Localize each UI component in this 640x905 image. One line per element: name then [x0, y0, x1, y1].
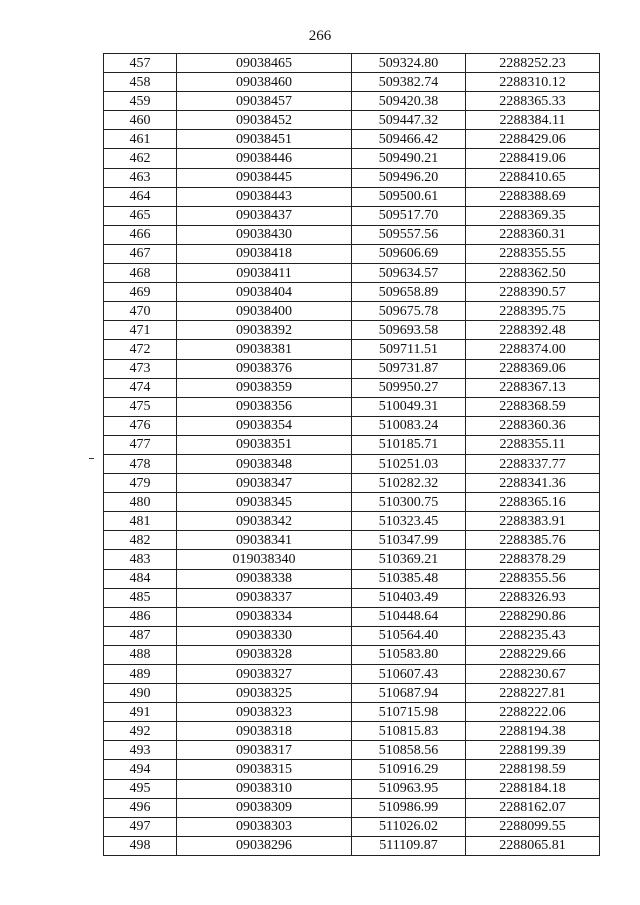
parcel-code-cell: 09038404 [177, 283, 352, 302]
table-row [104, 817, 600, 836]
x-coordinate-cell: 509693.58 [352, 321, 466, 340]
x-coordinate-cell: 509490.21 [352, 149, 466, 168]
table-row [104, 340, 600, 359]
x-coordinate-cell: 511026.02 [352, 817, 466, 836]
table-row [104, 722, 600, 741]
table-row [104, 798, 600, 817]
y-coordinate-cell: 2288355.11 [466, 435, 600, 454]
y-coordinate-cell: 2288374.00 [466, 340, 600, 359]
table-row [104, 665, 600, 684]
table-row [104, 54, 600, 73]
y-coordinate-cell: 2288198.59 [466, 760, 600, 779]
row-number-cell: 496 [104, 798, 177, 817]
table-row [104, 168, 600, 187]
x-coordinate-cell: 510583.80 [352, 645, 466, 664]
x-coordinate-cell: 510369.21 [352, 550, 466, 569]
x-coordinate-cell: 510963.95 [352, 779, 466, 798]
row-number-cell: 466 [104, 225, 177, 244]
x-coordinate-cell: 509500.61 [352, 187, 466, 206]
row-number-cell: 465 [104, 206, 177, 225]
table-row [104, 531, 600, 550]
y-coordinate-cell: 2288365.16 [466, 493, 600, 512]
y-coordinate-cell: 2288290.86 [466, 607, 600, 626]
table-row [104, 626, 600, 645]
parcel-code-cell: 09038341 [177, 531, 352, 550]
parcel-code-cell: 09038381 [177, 340, 352, 359]
row-number-cell: 480 [104, 493, 177, 512]
table-row [104, 283, 600, 302]
table-row [104, 378, 600, 397]
table-row [104, 111, 600, 130]
y-coordinate-cell: 2288369.35 [466, 206, 600, 225]
parcel-code-cell: 09038392 [177, 321, 352, 340]
y-coordinate-cell: 2288337.77 [466, 454, 600, 473]
y-coordinate-cell: 2288410.65 [466, 168, 600, 187]
row-number-cell: 488 [104, 645, 177, 664]
parcel-code-cell: 09038451 [177, 130, 352, 149]
parcel-code-cell: 09038443 [177, 187, 352, 206]
x-coordinate-cell: 509382.74 [352, 73, 466, 92]
x-coordinate-cell: 510282.32 [352, 474, 466, 493]
table-row [104, 359, 600, 378]
x-coordinate-cell: 510347.99 [352, 531, 466, 550]
row-number-cell: 486 [104, 607, 177, 626]
parcel-code-cell: 09038317 [177, 741, 352, 760]
row-number-cell: 484 [104, 569, 177, 588]
row-number-cell: 483 [104, 550, 177, 569]
x-coordinate-cell: 510049.31 [352, 397, 466, 416]
parcel-code-cell: 09038334 [177, 607, 352, 626]
y-coordinate-cell: 2288184.18 [466, 779, 600, 798]
y-coordinate-cell: 2288355.55 [466, 244, 600, 263]
parcel-code-cell: 09038325 [177, 684, 352, 703]
parcel-code-cell: 09038327 [177, 665, 352, 684]
y-coordinate-cell: 2288384.11 [466, 111, 600, 130]
parcel-code-cell: 09038460 [177, 73, 352, 92]
row-number-cell: 474 [104, 378, 177, 397]
parcel-code-cell: 019038340 [177, 550, 352, 569]
x-coordinate-cell: 509675.78 [352, 302, 466, 321]
parcel-code-cell: 09038356 [177, 397, 352, 416]
row-number-cell: 478 [104, 454, 177, 473]
table-row [104, 397, 600, 416]
table-row [104, 454, 600, 473]
row-number-cell: 491 [104, 703, 177, 722]
row-number-cell: 479 [104, 474, 177, 493]
y-coordinate-cell: 2288229.66 [466, 645, 600, 664]
parcel-code-cell: 09038347 [177, 474, 352, 493]
x-coordinate-cell: 509447.32 [352, 111, 466, 130]
parcel-code-cell: 09038445 [177, 168, 352, 187]
y-coordinate-cell: 2288360.31 [466, 225, 600, 244]
table-row [104, 569, 600, 588]
parcel-code-cell: 09038342 [177, 512, 352, 531]
row-number-cell: 476 [104, 416, 177, 435]
x-coordinate-cell: 509517.70 [352, 206, 466, 225]
x-coordinate-cell: 509420.38 [352, 92, 466, 111]
y-coordinate-cell: 2288362.50 [466, 264, 600, 283]
parcel-code-cell: 09038457 [177, 92, 352, 111]
row-number-cell: 470 [104, 302, 177, 321]
parcel-code-cell: 09038351 [177, 435, 352, 454]
x-coordinate-cell: 510858.56 [352, 741, 466, 760]
x-coordinate-cell: 509711.51 [352, 340, 466, 359]
row-number-cell: 463 [104, 168, 177, 187]
y-coordinate-cell: 2288419.06 [466, 149, 600, 168]
row-number-cell: 477 [104, 435, 177, 454]
row-number-cell: 485 [104, 588, 177, 607]
coordinates-table [103, 53, 600, 856]
x-coordinate-cell: 509658.89 [352, 283, 466, 302]
table-row [104, 779, 600, 798]
table-row [104, 512, 600, 531]
x-coordinate-cell: 509634.57 [352, 264, 466, 283]
table-row [104, 836, 600, 855]
parcel-code-cell: 09038337 [177, 588, 352, 607]
row-number-cell: 495 [104, 779, 177, 798]
y-coordinate-cell: 2288355.56 [466, 569, 600, 588]
row-number-cell: 459 [104, 92, 177, 111]
table-body [104, 54, 600, 856]
y-coordinate-cell: 2288392.48 [466, 321, 600, 340]
table-row [104, 206, 600, 225]
row-number-cell: 494 [104, 760, 177, 779]
y-coordinate-cell: 2288429.06 [466, 130, 600, 149]
table-row [104, 244, 600, 263]
x-coordinate-cell: 510385.48 [352, 569, 466, 588]
x-coordinate-cell: 510403.49 [352, 588, 466, 607]
row-number-cell: 490 [104, 684, 177, 703]
table-row [104, 264, 600, 283]
x-coordinate-cell: 509731.87 [352, 359, 466, 378]
y-coordinate-cell: 2288227.81 [466, 684, 600, 703]
table-row [104, 741, 600, 760]
table-row [104, 149, 600, 168]
table-row [104, 550, 600, 569]
table-row [104, 187, 600, 206]
x-coordinate-cell: 510564.40 [352, 626, 466, 645]
x-coordinate-cell: 510448.64 [352, 607, 466, 626]
table-row [104, 416, 600, 435]
y-coordinate-cell: 2288194.38 [466, 722, 600, 741]
x-coordinate-cell: 509950.27 [352, 378, 466, 397]
parcel-code-cell: 09038328 [177, 645, 352, 664]
x-coordinate-cell: 510815.83 [352, 722, 466, 741]
table-row [104, 302, 600, 321]
x-coordinate-cell: 509557.56 [352, 225, 466, 244]
row-number-cell: 472 [104, 340, 177, 359]
parcel-code-cell: 09038418 [177, 244, 352, 263]
table-row [104, 130, 600, 149]
parcel-code-cell: 09038323 [177, 703, 352, 722]
y-coordinate-cell: 2288369.06 [466, 359, 600, 378]
row-number-cell: 458 [104, 73, 177, 92]
row-number-cell: 489 [104, 665, 177, 684]
parcel-code-cell: 09038330 [177, 626, 352, 645]
row-number-cell: 460 [104, 111, 177, 130]
row-number-cell: 492 [104, 722, 177, 741]
y-coordinate-cell: 2288341.36 [466, 474, 600, 493]
x-coordinate-cell: 510185.71 [352, 435, 466, 454]
row-number-cell: 469 [104, 283, 177, 302]
table-row [104, 474, 600, 493]
x-coordinate-cell: 509324.80 [352, 54, 466, 73]
x-coordinate-cell: 510251.03 [352, 454, 466, 473]
row-number-cell: 471 [104, 321, 177, 340]
table-row [104, 760, 600, 779]
x-coordinate-cell: 509606.69 [352, 244, 466, 263]
row-number-cell: 482 [104, 531, 177, 550]
y-coordinate-cell: 2288162.07 [466, 798, 600, 817]
row-number-cell: 457 [104, 54, 177, 73]
table-row [104, 684, 600, 703]
parcel-code-cell: 09038437 [177, 206, 352, 225]
x-coordinate-cell: 509466.42 [352, 130, 466, 149]
table-row [104, 73, 600, 92]
parcel-code-cell: 09038348 [177, 454, 352, 473]
parcel-code-cell: 09038400 [177, 302, 352, 321]
parcel-code-cell: 09038452 [177, 111, 352, 130]
row-number-cell: 481 [104, 512, 177, 531]
y-coordinate-cell: 2288365.33 [466, 92, 600, 111]
row-number-cell: 464 [104, 187, 177, 206]
x-coordinate-cell: 510986.99 [352, 798, 466, 817]
x-coordinate-cell: 510323.45 [352, 512, 466, 531]
x-coordinate-cell: 510607.43 [352, 665, 466, 684]
parcel-code-cell: 09038296 [177, 836, 352, 855]
parcel-code-cell: 09038430 [177, 225, 352, 244]
row-number-cell: 462 [104, 149, 177, 168]
parcel-code-cell: 09038359 [177, 378, 352, 397]
x-coordinate-cell: 509496.20 [352, 168, 466, 187]
parcel-code-cell: 09038465 [177, 54, 352, 73]
parcel-code-cell: 09038446 [177, 149, 352, 168]
y-coordinate-cell: 2288222.06 [466, 703, 600, 722]
page-number: 266 [308, 28, 332, 44]
y-coordinate-cell: 2288230.67 [466, 665, 600, 684]
row-number-cell: 467 [104, 244, 177, 263]
x-coordinate-cell: 510715.98 [352, 703, 466, 722]
y-coordinate-cell: 2288310.12 [466, 73, 600, 92]
y-coordinate-cell: 2288368.59 [466, 397, 600, 416]
y-coordinate-cell: 2288367.13 [466, 378, 600, 397]
x-coordinate-cell: 511109.87 [352, 836, 466, 855]
parcel-code-cell: 09038345 [177, 493, 352, 512]
row-number-cell: 487 [104, 626, 177, 645]
row-number-cell: 468 [104, 264, 177, 283]
table-row [104, 645, 600, 664]
table-row [104, 92, 600, 111]
table-row [104, 435, 600, 454]
y-coordinate-cell: 2288395.75 [466, 302, 600, 321]
x-coordinate-cell: 510687.94 [352, 684, 466, 703]
x-coordinate-cell: 510916.29 [352, 760, 466, 779]
row-number-cell: 475 [104, 397, 177, 416]
row-number-cell: 473 [104, 359, 177, 378]
x-coordinate-cell: 510300.75 [352, 493, 466, 512]
y-coordinate-cell: 2288378.29 [466, 550, 600, 569]
table-row [104, 493, 600, 512]
table-row [104, 225, 600, 244]
y-coordinate-cell: 2288252.23 [466, 54, 600, 73]
parcel-code-cell: 09038376 [177, 359, 352, 378]
table-row [104, 607, 600, 626]
y-coordinate-cell: 2288385.76 [466, 531, 600, 550]
row-number-cell: 498 [104, 836, 177, 855]
table-row [104, 321, 600, 340]
y-coordinate-cell: 2288065.81 [466, 836, 600, 855]
y-coordinate-cell: 2288390.57 [466, 283, 600, 302]
parcel-code-cell: 09038354 [177, 416, 352, 435]
parcel-code-cell: 09038303 [177, 817, 352, 836]
y-coordinate-cell: 2288326.93 [466, 588, 600, 607]
y-coordinate-cell: 2288199.39 [466, 741, 600, 760]
parcel-code-cell: 09038411 [177, 264, 352, 283]
stray-mark [89, 458, 94, 459]
parcel-code-cell: 09038315 [177, 760, 352, 779]
y-coordinate-cell: 2288388.69 [466, 187, 600, 206]
parcel-code-cell: 09038309 [177, 798, 352, 817]
parcel-code-cell: 09038310 [177, 779, 352, 798]
table-row [104, 703, 600, 722]
table-row [104, 588, 600, 607]
row-number-cell: 461 [104, 130, 177, 149]
parcel-code-cell: 09038338 [177, 569, 352, 588]
y-coordinate-cell: 2288360.36 [466, 416, 600, 435]
x-coordinate-cell: 510083.24 [352, 416, 466, 435]
y-coordinate-cell: 2288383.91 [466, 512, 600, 531]
y-coordinate-cell: 2288099.55 [466, 817, 600, 836]
row-number-cell: 497 [104, 817, 177, 836]
y-coordinate-cell: 2288235.43 [466, 626, 600, 645]
parcel-code-cell: 09038318 [177, 722, 352, 741]
row-number-cell: 493 [104, 741, 177, 760]
